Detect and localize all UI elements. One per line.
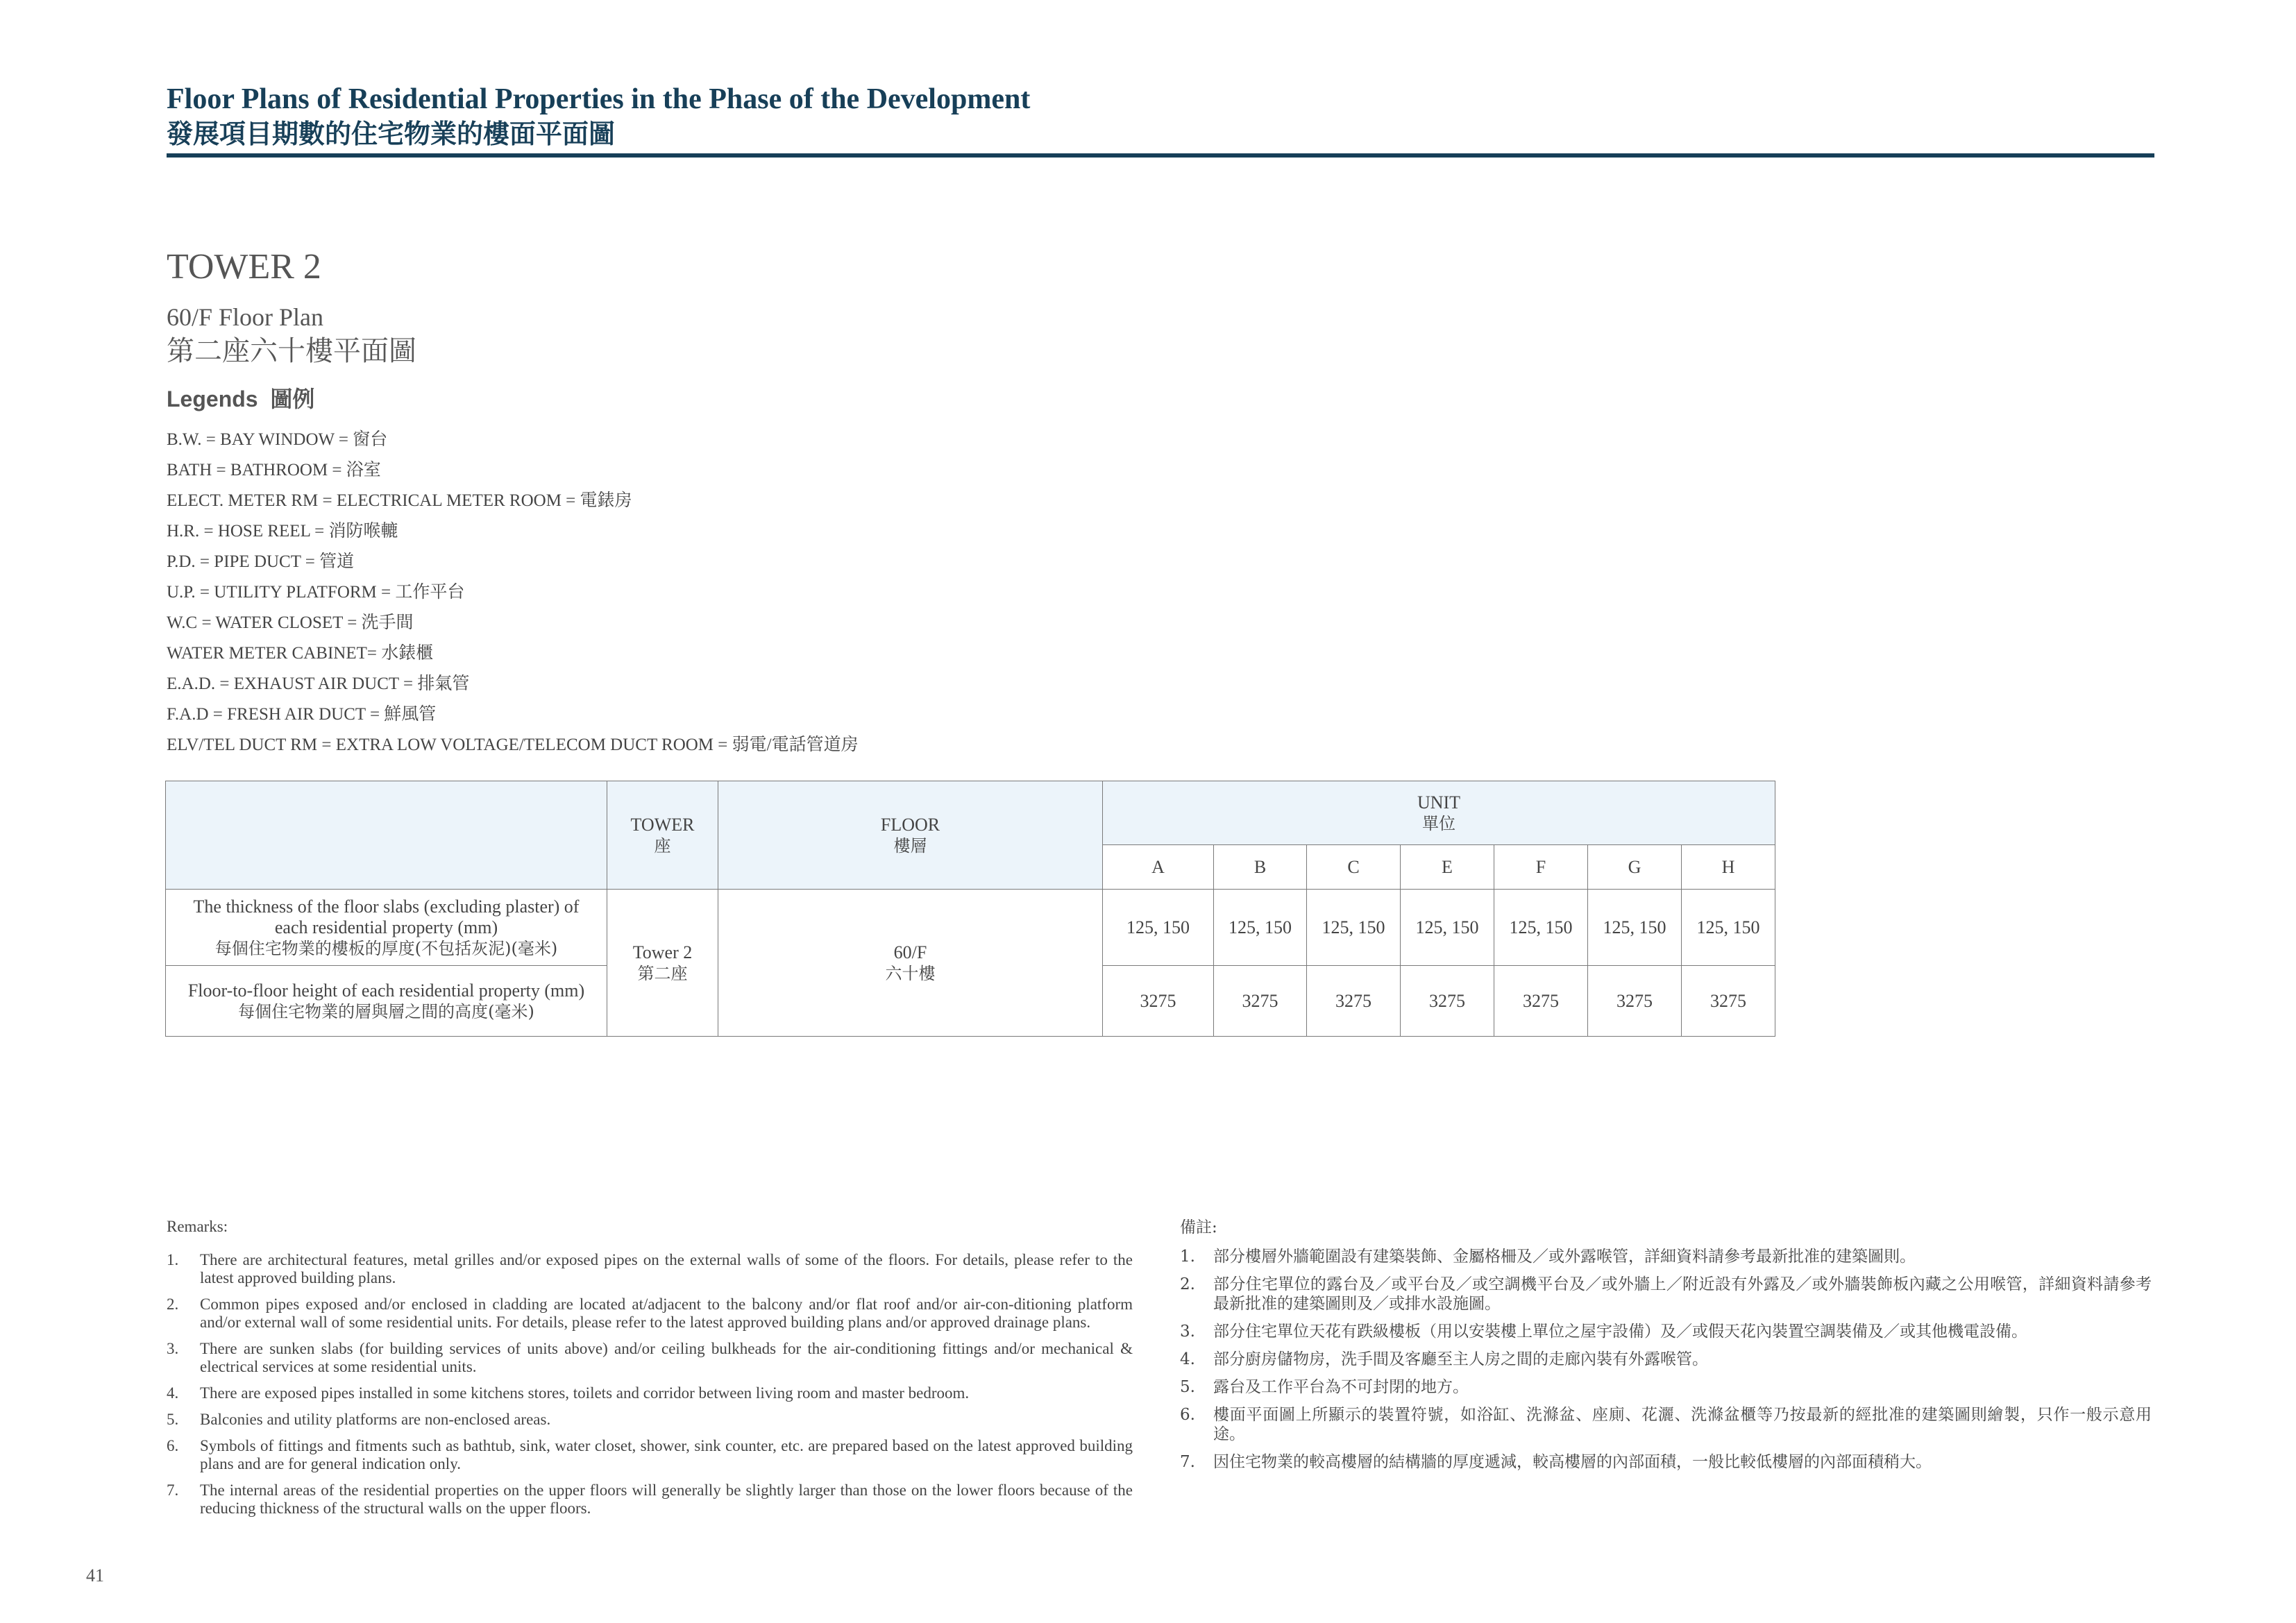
floor-value-zh: 六十樓 (885, 963, 936, 983)
remark-text: 露台及工作平台為不可封閉的地方。 (1213, 1378, 1469, 1396)
remark-item (167, 1437, 1133, 1473)
floor-header-en: FLOOR (880, 814, 940, 835)
legend-item: W.C = WATER CLOSET = 洗手間 (167, 613, 414, 632)
remark-item-zh (1180, 1322, 2152, 1341)
remark-text: 部分廚房儲物房，洗手間及客廳至主人房之間的走廊內裝有外露喉管。 (1213, 1350, 1708, 1368)
remark-number: 7. (167, 1481, 179, 1499)
height-cell: 3275 (1307, 966, 1401, 1037)
slab-thickness-label-en: The thickness of the floor slabs (excluding plaster) of each residential property (mm) (193, 896, 580, 937)
tower-value-en: Tower 2 (632, 942, 693, 962)
remark-text: The internal areas of the residential properties on the upper floors will generally be slightly larger than those on the lower floors because of the reducing thickness of the structural walls on the upper floors. (200, 1481, 1133, 1517)
remark-item-zh (1180, 1247, 2152, 1266)
header-title-en: Floor Plans of Residential Properties in the Phase of the Development (167, 83, 1031, 115)
remark-text: 部分住宅單位的露台及／或平台及／或空調機平台及／或外牆上／附近設有外露及／或外牆裝飾板內藏之公用喉管，詳細資料請參考最新批准的建築圖則及／或排水設施圖。 (1213, 1275, 2152, 1313)
legend-item: B.W. = BAY WINDOW = 窗台 (167, 430, 388, 449)
remark-text: 樓面平面圖上所顯示的裝置符號，如浴缸、洗滌盆、座廁、花灑、洗滌盆櫃等乃按最新的經批准的建築圖則繪製，只作一般示意用途。 (1213, 1406, 2152, 1443)
legend-item: U.P. = UTILITY PLATFORM = 工作平台 (167, 583, 465, 602)
remark-item (167, 1411, 1133, 1429)
remark-number: 5. (167, 1411, 179, 1428)
remark-number: 4. (167, 1384, 179, 1402)
height-cell: 3275 (1401, 966, 1494, 1037)
remarks-zh-title: 備註: (1180, 1218, 1217, 1237)
remark-item (167, 1295, 1133, 1332)
legend-item: ELECT. METER RM = ELECTRICAL METER ROOM = 電錶房 (167, 491, 632, 510)
slab-thickness-label (166, 890, 607, 966)
remark-number: 5. (1180, 1378, 1195, 1396)
slab-cell: 125, 150 (1103, 890, 1214, 966)
remark-item-zh (1180, 1405, 2152, 1444)
remark-text: Common pipes exposed and/or enclosed in cladding are located at/adjacent to the balcony and/or flat roof and/or air-con-ditioning platform and/or external wall of some residential units. For details, please refer to the latest approved building plans and/or approved drainage plans. (200, 1295, 1133, 1331)
remark-number: 6. (1180, 1406, 1195, 1424)
remark-number: 7. (1180, 1453, 1195, 1471)
remark-item-zh (1180, 1275, 2152, 1314)
remark-text: There are exposed pipes installed in some kitchens stores, toilets and corridor between living room and master bedroom. (200, 1384, 970, 1402)
slab-thickness-label-zh: 每個住宅物業的樓板的厚度(不包括灰泥)(毫米) (214, 938, 558, 958)
legend-item: P.D. = PIPE DUCT = 管道 (167, 552, 355, 571)
unit-col-header: C (1307, 845, 1401, 890)
header-title-zh: 發展項目期數的住宅物業的樓面平面圖 (167, 118, 616, 149)
slab-cell: 125, 150 (1214, 890, 1307, 966)
slab-cell: 125, 150 (1307, 890, 1401, 966)
remark-item-zh (1180, 1350, 2152, 1369)
floor-plan-title-zh: 第二座六十樓平面圖 (167, 335, 416, 367)
remark-number: 2. (1180, 1275, 1195, 1293)
remark-item-zh (1180, 1377, 2152, 1397)
floor-value (718, 890, 1103, 1037)
remarks-en (167, 1218, 1133, 1526)
slab-cell: 125, 150 (1682, 890, 1775, 966)
remark-text: Balconies and utility platforms are non-enclosed areas. (200, 1411, 551, 1428)
height-cell: 3275 (1588, 966, 1682, 1037)
height-cell: 3275 (1494, 966, 1588, 1037)
remark-text: There are sunken slabs (for building services of units above) and/or ceiling bulkheads for the air-conditioning fittings and/or mechanical & electrical services at some residential units. (200, 1340, 1133, 1375)
height-cell: 3275 (1214, 966, 1307, 1037)
unit-col-header: E (1401, 845, 1494, 890)
legend-item: WATER METER CABINET= 水錶櫃 (167, 644, 434, 663)
remark-item (167, 1251, 1133, 1287)
floor-spec-table (165, 781, 1775, 1037)
remark-item (167, 1481, 1133, 1518)
legend-item: E.A.D. = EXHAUST AIR DUCT = 排氣管 (167, 674, 470, 693)
legend-item: BATH = BATHROOM = 浴室 (167, 461, 381, 479)
remark-text: There are architectural features, metal grilles and/or exposed pipes on the external walls of some of the floors. For details, please refer to the latest approved building plans. (200, 1251, 1133, 1286)
floor-height-label-zh: 每個住宅物業的層與層之間的高度(毫米) (238, 1001, 534, 1021)
remark-text: 部分住宅單位天花有跌級樓板（用以安裝樓上單位之屋宇設備）及／或假天花內裝置空調裝備及／或其他機電設備。 (1213, 1323, 2027, 1341)
unit-col-header: G (1588, 845, 1682, 890)
floor-header (718, 781, 1103, 890)
remark-number: 3. (167, 1340, 179, 1357)
remark-number: 3. (1180, 1323, 1195, 1341)
remark-text: 部分樓層外牆範圍設有建築裝飾、金屬格柵及／或外露喉管，詳細資料請參考最新批准的建築圖則。 (1213, 1248, 1916, 1266)
floor-header-zh: 樓層 (893, 835, 927, 856)
tower-header (607, 781, 718, 890)
page-header (167, 82, 2154, 151)
remark-text: 因住宅物業的較高樓層的結構牆的厚度遞減，較高樓層的內部面積，一般比較低樓層的內部面積稍大。 (1213, 1453, 1932, 1471)
legend-item: F.A.D = FRESH AIR DUCT = 鮮風管 (167, 705, 437, 724)
slab-cell: 125, 150 (1588, 890, 1682, 966)
table-corner-cell (166, 781, 607, 890)
floor-height-label (166, 966, 607, 1037)
remark-number: 6. (167, 1437, 179, 1454)
floor-value-en: 60/F (893, 942, 927, 962)
remark-text: Symbols of fittings and fitments such as bathtub, sink, water closet, shower, sink counter, etc. are prepared based on the latest approved building plans and are for general indication only. (200, 1437, 1133, 1472)
tower-value (607, 890, 718, 1037)
remark-number: 1. (167, 1251, 179, 1268)
page-number: 41 (86, 1565, 104, 1586)
remarks-en-title: Remarks: (167, 1218, 228, 1235)
unit-col-header: F (1494, 845, 1588, 890)
tower-header-en: TOWER (630, 814, 695, 835)
unit-col-header: B (1214, 845, 1307, 890)
remark-item (167, 1384, 1133, 1402)
remark-item-zh (1180, 1452, 2152, 1472)
legend-item: H.R. = HOSE REEL = 消防喉轆 (167, 522, 398, 541)
remark-number: 4. (1180, 1350, 1195, 1368)
legends-heading: Legends 圖例 (167, 386, 315, 411)
unit-header-en: UNIT (1417, 792, 1461, 813)
unit-col-header: A (1103, 845, 1214, 890)
remark-item (167, 1340, 1133, 1376)
legend-item: ELV/TEL DUCT RM = EXTRA LOW VOLTAGE/TELECOM DUCT ROOM = 弱電/電話管道房 (167, 736, 859, 754)
unit-col-header: H (1682, 845, 1775, 890)
slab-cell: 125, 150 (1401, 890, 1494, 966)
unit-header (1103, 781, 1775, 845)
remark-number: 2. (167, 1295, 179, 1313)
floor-plan-title-en: 60/F Floor Plan (167, 303, 324, 331)
legends-list (167, 425, 859, 760)
unit-header-zh: 單位 (1422, 813, 1455, 833)
tower-title: TOWER 2 (167, 247, 321, 287)
tower-header-zh: 座 (654, 835, 671, 856)
slab-cell: 125, 150 (1494, 890, 1588, 966)
height-cell: 3275 (1682, 966, 1775, 1037)
tower-value-zh: 第二座 (637, 963, 688, 983)
header-divider (167, 153, 2154, 158)
remarks-zh (1180, 1218, 2152, 1480)
height-cell: 3275 (1103, 966, 1214, 1037)
remark-number: 1. (1180, 1248, 1195, 1266)
floor-height-label-en: Floor-to-floor height of each residential property (mm) (187, 980, 585, 1001)
